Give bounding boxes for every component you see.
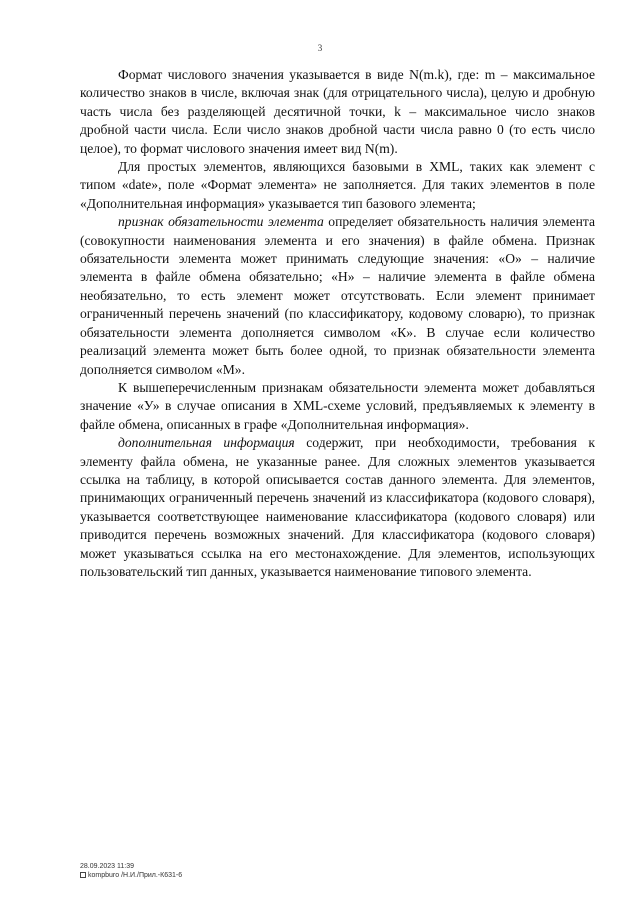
- paragraph-simple-elements: [80, 158, 595, 213]
- footer-path: kompburo /Н.И./Прил.-К631-6: [88, 872, 183, 879]
- page-number: 3: [317, 43, 323, 53]
- paragraph-term: дополнительная информация: [118, 435, 295, 451]
- paragraph-text: Формат числового значения указывается в виде N(m.k), где: m – максимальное количество знаков в числе, включая знак (для отрицательного числа), целую и дробную часть числа без разделяющей десятичной точки, k – максимальное число знаков дробной части числа. Если число знаков дробной части числа равно 0 (то есть число целое), то формат числового значения имеет вид N(m).: [80, 67, 595, 156]
- document-body: [80, 66, 595, 581]
- footer-timestamp: 28.09.2023 11:39: [80, 863, 134, 870]
- document-footer: [80, 862, 182, 880]
- paragraph-additional-info: [80, 434, 595, 581]
- paragraph-required-flag: [80, 213, 595, 379]
- paragraph-number-format: [80, 66, 595, 158]
- paragraph-text: К вышеперечисленным признакам обязательности элемента может добавляться значение «У» в случае описания в XML-схеме условий, предъявляемых к элементу в файле обмена, описанных в графе «Дополнительная информация».: [80, 379, 595, 432]
- document-icon: [80, 872, 86, 878]
- paragraph-text: содержит, при необходимости, требования к элементу файла обмена, не указанные ранее. Для сложных элементов указывается ссылка на таблицу, в которой описывается состав данного элемента. Для элементов, принимающих ограниченный перечень значений из классификатора (кодового словаря), указывается соответствующее наименование классификатора (кодового словаря) или приводится перечень возможных значений. Для классификатора (кодового словаря) может указываться ссылка на его местонахождение. Для элементов, использующих пользовательский тип данных, указывается наименование типового элемента.: [80, 435, 595, 579]
- footer-path-line: [80, 871, 182, 880]
- paragraph-text: определяет обязательность наличия элемента (совокупности наименования элемента и его значения) в файле обмена. Признак обязательности элемента может принимать следующие значения: «О» – наличие элемента в файле обмена обязательно; «Н» – наличие элемента в файле обмена необязательно, то есть элемент может отсутствовать. Если элемент принимает ограниченный перечень значений (по классификатору, кодовому словарю), то признак обязательности элемента дополняется символом «К». В случае если количество реализаций элемента может быть более одной, то признак обязательности элемента дополняется символом «М».: [80, 214, 595, 377]
- paragraph-text: Для простых элементов, являющихся базовыми в XML, таких как элемент с типом «date», поле «Формат элемента» не заполняется. Для таких элементов в поле «Дополнительная информация» указывается тип базового элемента;: [80, 159, 595, 211]
- paragraph-conditional-flag: [80, 379, 595, 434]
- paragraph-term: признак обязательности элемента: [118, 214, 324, 230]
